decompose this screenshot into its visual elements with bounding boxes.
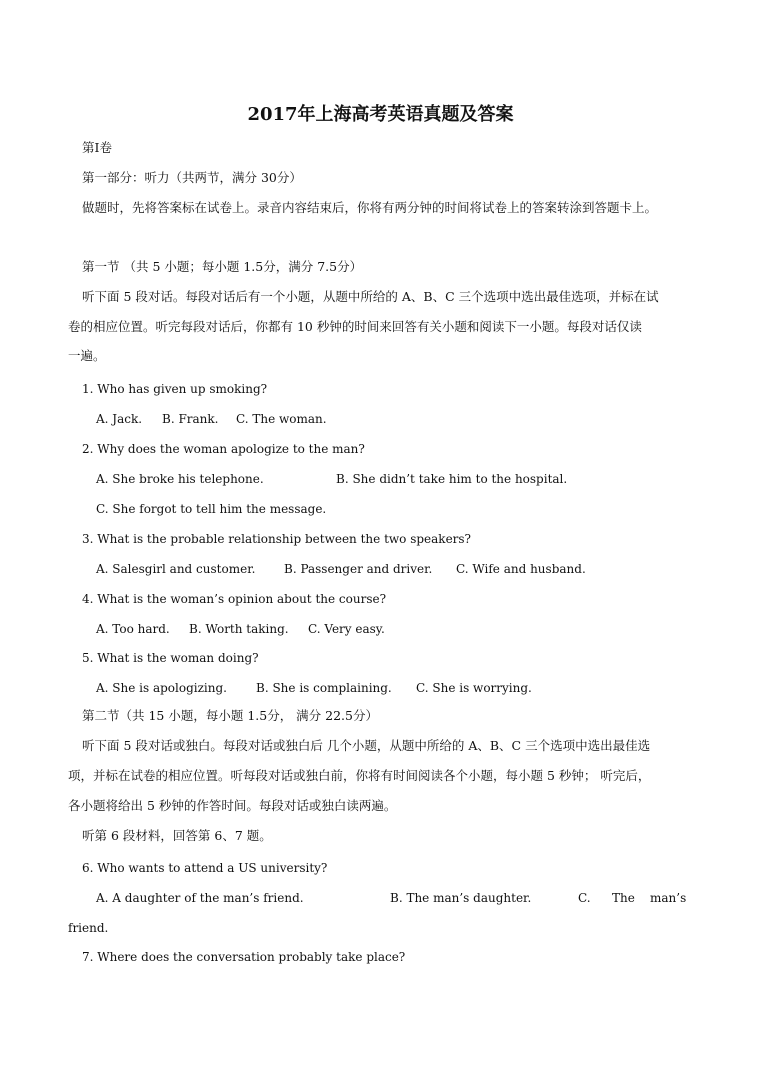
- question-3: 3. What is the probable relationship between the two speakers?: [82, 532, 471, 546]
- q6-option-c-word-1: The: [612, 891, 635, 905]
- q2-option-c: C. She forgot to tell him the message.: [96, 502, 327, 516]
- q6-option-b: B. The man’s daughter.: [390, 891, 532, 905]
- q3-option-a: A. Salesgirl and customer.: [96, 562, 256, 576]
- question-7: 7. Where does the conversation probably take place?: [82, 950, 406, 964]
- section2-header: 第二节（共 15 小题，每小题 1.5分， 满分 22.5分）: [82, 708, 378, 723]
- q6-option-c-word-3: friend.: [68, 921, 109, 935]
- section1-instruction-line-1: 听下面 5 段对话。每段对话后有一个小题，从题中所给的 A、B、C 三个选项中选出最佳选项，并标在试: [82, 289, 659, 304]
- material-note: 听第 6 段材料，回答第 6、7 题。: [82, 828, 272, 843]
- q6-option-a: A. A daughter of the man’s friend.: [96, 891, 304, 905]
- q1-option-c: C. The woman.: [236, 412, 327, 426]
- question-2: 2. Why does the woman apologize to the man?: [82, 442, 365, 456]
- section1-instruction-line-3: 一遍。: [68, 348, 106, 363]
- q1-option-a: A. Jack.: [96, 412, 143, 426]
- section2-instruction-line-3: 各小题将给出 5 秒钟的作答时间。每段对话或独白读两遍。: [68, 798, 397, 813]
- volume-label: 第Ⅰ卷: [82, 140, 112, 155]
- section2-instruction-line-2: 项，并标在试卷的相应位置。听每段对话或独白前，你将有时间阅读各个小题，每小题 5 秒钟； 听完后，: [68, 768, 651, 783]
- q4-option-a: A. Too hard.: [96, 622, 170, 636]
- section2-instruction-line-1: 听下面 5 段对话或独白。每段对话或独白后 几个小题，从题中所给的 A、B、C 三个选项中选出最佳选: [82, 738, 651, 753]
- q5-option-a: A. She is apologizing.: [96, 681, 227, 695]
- q5-option-b: B. She is complaining.: [256, 681, 392, 695]
- page-title: 2017年上海高考英语真题及答案: [247, 104, 514, 125]
- q3-option-b: B. Passenger and driver.: [284, 562, 433, 576]
- q6-option-c-letter: C.: [578, 891, 591, 905]
- q2-option-a: A. She broke his telephone.: [96, 472, 264, 486]
- part1-instruction: 做题时，先将答案标在试卷上。录音内容结束后，你将有两分钟的时间将试卷上的答案转涂到答题卡上。: [82, 200, 658, 215]
- part1-header: 第一部分：听力（共两节，满分 30分）: [82, 170, 302, 185]
- q3-option-c: C. Wife and husband.: [456, 562, 586, 576]
- q4-option-b: B. Worth taking.: [189, 622, 289, 636]
- question-5: 5. What is the woman doing?: [82, 651, 259, 665]
- q5-option-c: C. She is worrying.: [416, 681, 532, 695]
- section1-instruction-line-2: 卷的相应位置。听完每段对话后，你都有 10 秒钟的时间来回答有关小题和阅读下一小题。每段对话仅读: [68, 319, 642, 334]
- q2-option-b: B. She didn’t take him to the hospital.: [336, 472, 568, 486]
- question-6: 6. Who wants to attend a US university?: [82, 861, 328, 875]
- section1-header: 第一节 （共 5 小题；每小题 1.5分，满分 7.5分）: [82, 259, 363, 274]
- question-1: 1. Who has given up smoking?: [82, 382, 268, 396]
- question-4: 4. What is the woman’s opinion about the course?: [82, 592, 387, 606]
- q1-option-b: B. Frank.: [162, 412, 219, 426]
- q6-option-c-word-2: man’s: [650, 891, 687, 905]
- q4-option-c: C. Very easy.: [308, 622, 385, 636]
